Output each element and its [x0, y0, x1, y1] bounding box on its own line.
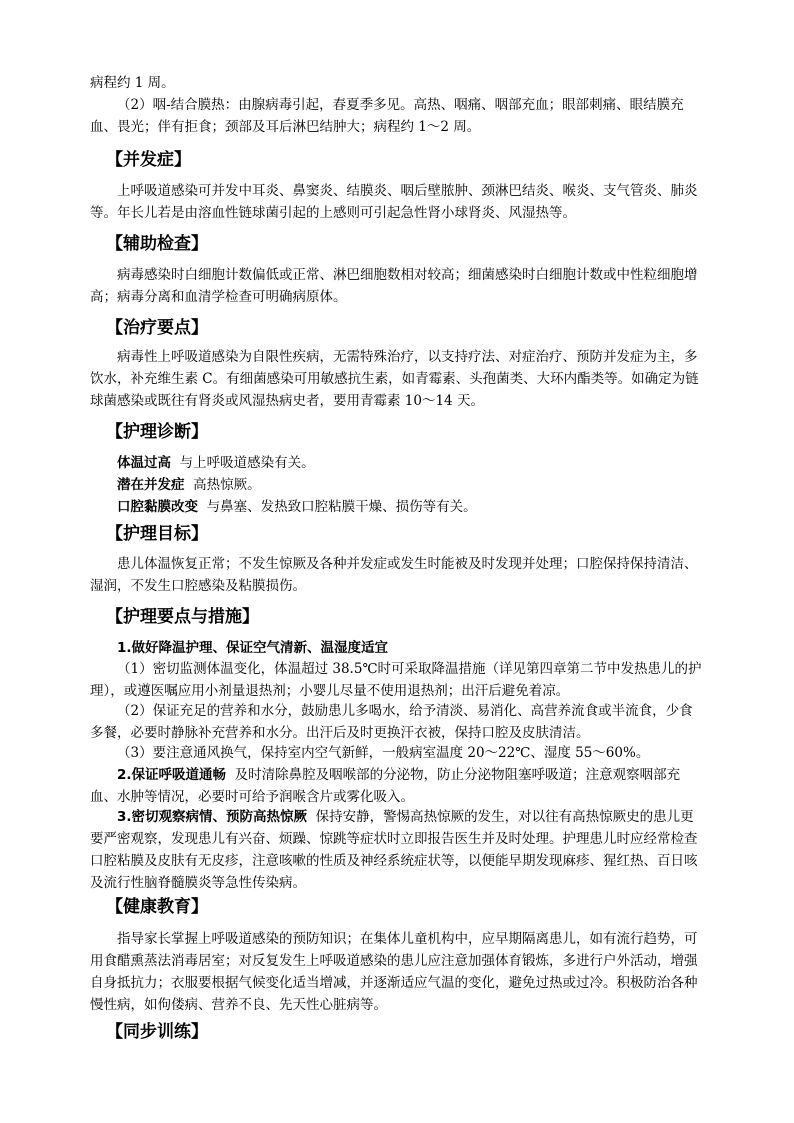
diagnosis-term: 潜在并发症	[117, 477, 185, 493]
diagnosis-list	[117, 452, 702, 518]
diagnosis-term: 口腔黏膜改变	[117, 499, 198, 515]
heading-nursing-diagnosis: 【护理诊断】	[106, 422, 208, 442]
heading-nursing-measures: 【护理要点与措施】	[106, 607, 259, 627]
measure-3	[90, 806, 702, 894]
paragraph-pharyngoconjunctival-fever: （2）咽-结合膜热：由腺病毒引起，春夏季多见。高热、咽痛、咽部充血；眼部刺痛、眼结膜充血、畏光；伴有拒食；颈部及耳后淋巴结肿大；病程约 1～2 周。	[90, 97, 684, 135]
heading-complications: 【并发症】	[106, 150, 191, 170]
heading-health-education: 【健康教育】	[106, 897, 208, 917]
heading-synchronous-training: 【同步训练】	[106, 1022, 208, 1042]
measure-1-item-1: （1）密切监测体温变化，体温超过 38.5℃时可采取降温措施（详见第四章第二节中发热患儿的护理），或遵医嘱应用小剂量退热剂；小婴儿尽量不使用退热剂；出汗后避免着凉。	[90, 661, 702, 699]
diagnosis-term: 体温过高	[117, 455, 171, 471]
paragraph-health-education: 指导家长掌握上呼吸道感染的预防知识；在集体儿童机构中，应早期隔离患儿，如有流行趋势，可用食醋熏蒸法消毒居室；对反复发生上呼吸道感染的患儿应注意加强体育锻炼，多进行户外活动，增强自身抵抗力；衣服要根据气候变化适当增减，并逐渐适应气温的变化，避免过热或过冷。积极防治各种慢性病，如佝偻病、营养不良、先天性心脏病等。	[90, 931, 698, 1013]
measure-3-text: 保持安静，警惕高热惊厥的发生，对以往有高热惊厥史的患儿更要严密观察，发现患儿有兴奋、烦躁、惊跳等症状时立即报告医生并及时处理。护理患儿时应经常检查口腔粘膜及皮肤有无皮疹，注意咳嗽的性质及神经系统症状等，以便能早期发现麻疹、猩红热、百日咳及流行性脑脊髓膜炎等急性传染病。	[90, 809, 698, 891]
paragraph-complications: 上呼吸道感染可并发中耳炎、鼻窦炎、结膜炎、咽后壁脓肿、颈淋巴结炎、喉炎、支气管炎、肺炎等。年长儿若是由溶血性链球菌引起的上感则可引起急性肾小球肾炎、风湿热等。	[90, 183, 698, 221]
diagnosis-item	[117, 452, 702, 474]
diagnosis-item	[117, 474, 702, 496]
measure-1-item-2: （2）保证充足的营养和水分，鼓励患儿多喝水，给予清淡、易消化、高营养流食或半流食，少食多餐，必要时静脉补充营养和水分。出汗后及时更换汗衣被，保持口腔及皮肤清洁。	[90, 703, 693, 741]
heading-nursing-goals: 【护理目标】	[106, 524, 208, 544]
measure-1-item-3: （3）要注意通风换气，保持室内空气新鲜，一般病室温度 20～22℃、湿度 55～60%。	[117, 745, 650, 761]
paragraph-auxiliary-exams: 病毒感染时白细胞计数偏低或正常、淋巴细胞数相对较高；细菌感染时白细胞计数或中性粒细胞增高；病毒分离和血清学检查可明确病原体。	[90, 267, 698, 305]
measure-2-text: 及时清除鼻腔及咽喉部的分泌物，防止分泌物阻塞呼吸道；注意观察咽部充血、水肿等情况，必要时可给予润喉含片或雾化吸入。	[90, 767, 681, 805]
paragraph-course-tail: 病程约 1 周。	[90, 75, 175, 91]
measure-1-title: 1.做好降温护理、保证空气清新、温湿度适宜	[117, 640, 389, 656]
paragraph-treatment: 病毒性上呼吸道感染为自限性疾病，无需特殊治疗，以支持疗法、对症治疗、预防并发症为主，多饮水，补充维生素 C。有细菌感染可用敏感抗生素，如青霉素、头孢菌类、大环内酯类等。如确定为链球菌感染或既往有肾炎或风湿热病史者，要用青霉素 10～14 天。	[90, 349, 699, 409]
diagnosis-desc: 高热惊厥。	[193, 477, 261, 493]
paragraph-nursing-goals: 患儿体温恢复正常；不发生惊厥及各种并发症或发生时能被及时发现并处理；口腔保持保持清洁、湿润，不发生口腔感染及粘膜损伤。	[90, 556, 698, 594]
measure-3-title: 3.密切观察病情、预防高热惊厥	[117, 809, 308, 825]
diagnosis-item	[117, 496, 702, 518]
measure-2-title: 2.保证呼吸道通畅	[117, 767, 227, 783]
heading-auxiliary-exams: 【辅助检查】	[106, 234, 208, 254]
measure-2	[90, 764, 702, 808]
diagnosis-desc: 与上呼吸道感染有关。	[179, 455, 315, 471]
diagnosis-desc: 与鼻塞、发热致口腔粘膜干燥、损伤等有关。	[206, 499, 477, 515]
heading-treatment: 【治疗要点】	[106, 318, 208, 338]
